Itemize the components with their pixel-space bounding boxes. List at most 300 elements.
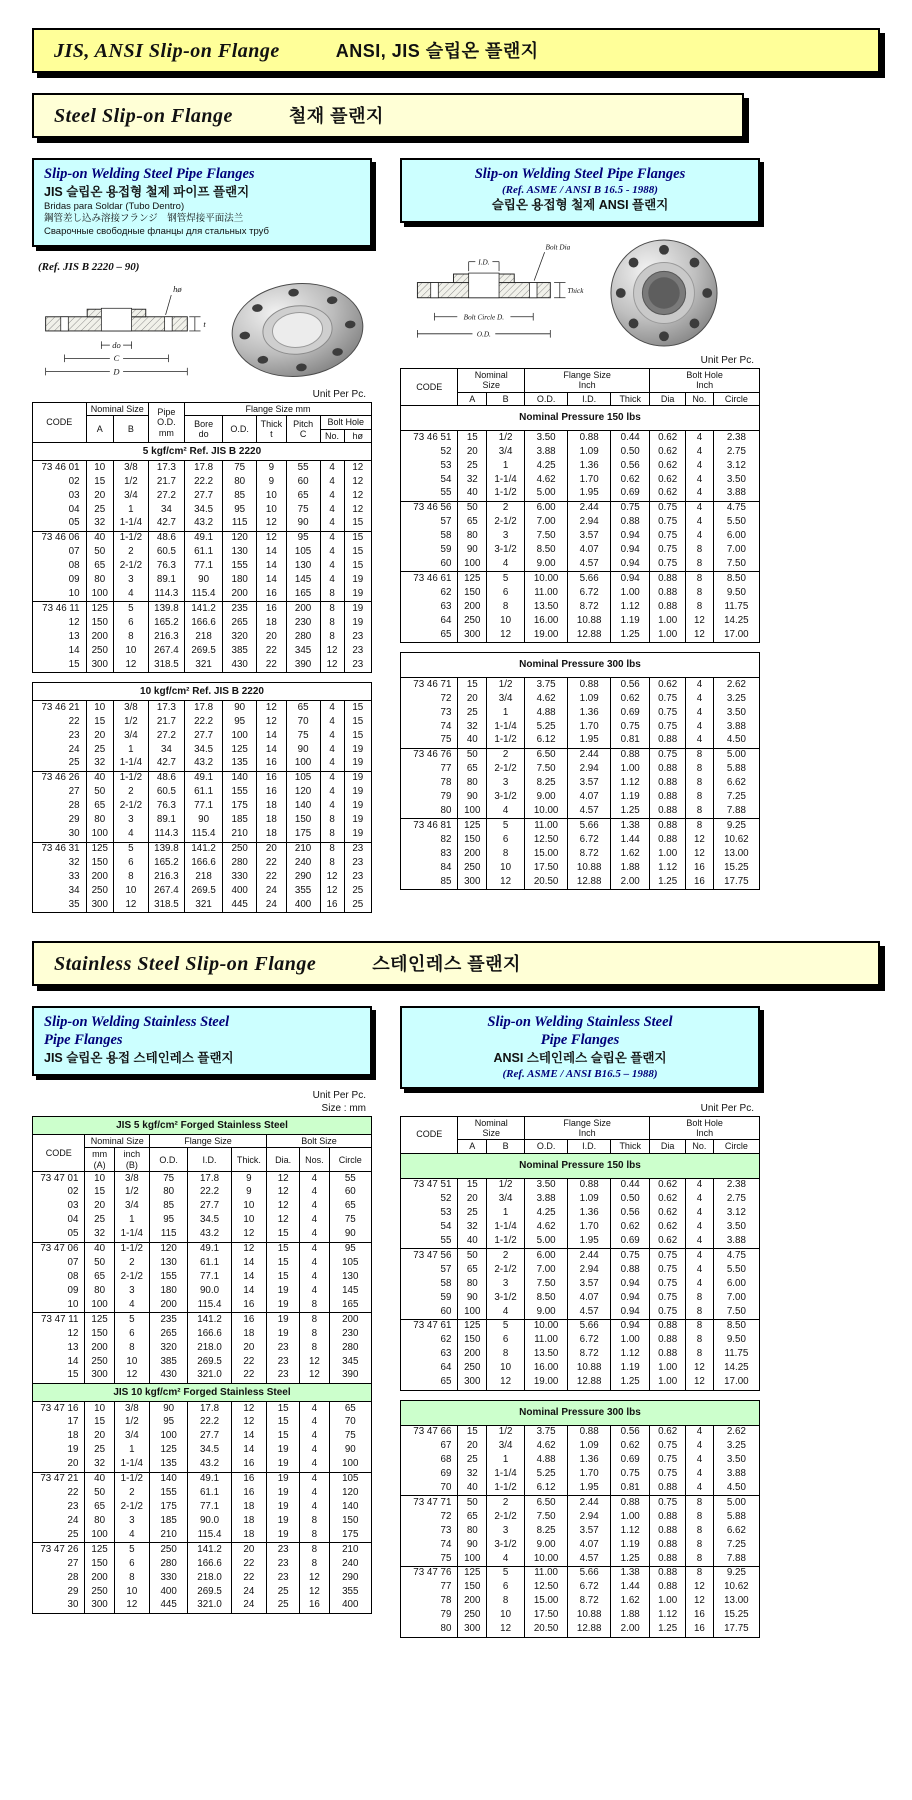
data-cell: 0.62 — [650, 1178, 686, 1192]
table-row — [401, 501, 760, 515]
data-cell: 200 — [85, 1341, 114, 1355]
data-cell: 10 — [114, 1585, 149, 1599]
data-cell: 7.88 — [713, 1552, 759, 1566]
code-cell: 25 — [33, 757, 87, 771]
data-cell: 15 — [267, 1402, 300, 1416]
flange-line1: Flange Size — [563, 1117, 611, 1128]
data-cell: 0.75 — [650, 544, 686, 558]
data-cell: 61.1 — [188, 1487, 231, 1501]
data-cell: 2 — [113, 546, 148, 560]
table-row — [33, 1186, 372, 1200]
code-cell: 75 — [401, 1552, 458, 1566]
data-cell: 12 — [686, 1595, 714, 1609]
data-cell: 15 — [86, 475, 113, 489]
data-cell: 318.5 — [148, 658, 184, 672]
data-cell: 320 — [223, 630, 257, 644]
code-cell: 60 — [401, 1305, 458, 1319]
data-cell: 12.50 — [525, 1581, 568, 1595]
data-cell: 0.62 — [650, 1425, 686, 1439]
data-cell: 4 — [686, 1263, 714, 1277]
table-body — [401, 406, 760, 890]
data-cell: 8 — [300, 1557, 329, 1571]
data-cell: 25 — [86, 503, 113, 517]
data-cell: 76.3 — [148, 800, 184, 814]
col-header-circle: Circle — [713, 1140, 759, 1153]
data-cell: 17.8 — [188, 1402, 231, 1416]
section-label-row — [33, 1383, 372, 1401]
data-cell: 155 — [223, 560, 257, 574]
data-cell: 100 — [85, 1528, 114, 1542]
data-cell: 10 — [85, 1402, 114, 1416]
data-cell: 130 — [286, 560, 320, 574]
data-cell: 0.75 — [611, 1249, 650, 1263]
code-cell: 08 — [33, 560, 87, 574]
data-cell: 75 — [150, 1172, 188, 1186]
data-cell: 65 — [86, 560, 113, 574]
data-cell: 4 — [320, 574, 344, 588]
code-cell: 73 47 26 — [33, 1543, 85, 1557]
data-cell: 115.4 — [188, 1528, 231, 1542]
data-cell: 200 — [86, 870, 113, 884]
dim-label-outer-dia: D — [113, 366, 120, 377]
table-header — [33, 403, 372, 443]
data-cell: 20.50 — [525, 875, 568, 889]
data-cell: 14 — [231, 1271, 266, 1285]
data-cell: 6 — [114, 1327, 149, 1341]
data-cell: 318.5 — [148, 898, 184, 912]
data-cell: 8 — [300, 1298, 329, 1312]
section-label-row — [401, 1153, 760, 1178]
data-cell: 19 — [267, 1284, 300, 1298]
col-header-bolt-no: No. — [320, 429, 344, 442]
data-cell: 1/2 — [487, 678, 525, 692]
data-cell: 12 — [114, 1599, 149, 1613]
data-cell: 125 — [150, 1444, 188, 1458]
data-cell: 8 — [686, 791, 714, 805]
data-cell: 50 — [458, 1249, 487, 1263]
data-cell: 12 — [320, 884, 344, 898]
nominal-line2: Size — [482, 380, 500, 391]
data-cell: 15 — [344, 546, 371, 560]
data-cell: 90 — [184, 814, 222, 828]
data-cell: 2.94 — [568, 763, 611, 777]
data-cell: 2-1/2 — [113, 560, 148, 574]
code-cell: 32 — [33, 856, 87, 870]
data-cell: 12 — [231, 1416, 266, 1430]
code-cell: 09 — [33, 1284, 85, 1298]
data-cell: 11.00 — [525, 819, 568, 833]
data-cell: 0.62 — [650, 678, 686, 692]
col-header-no: No. — [686, 1140, 714, 1153]
data-cell: 61.1 — [188, 1257, 231, 1271]
bolt-line2: Inch — [696, 380, 714, 391]
data-cell: 12 — [257, 531, 287, 545]
table-row — [401, 586, 760, 600]
code-cell: 25 — [33, 1528, 85, 1542]
data-cell: 230 — [286, 616, 320, 630]
data-cell: 180 — [223, 574, 257, 588]
data-cell: 321 — [184, 898, 222, 912]
data-cell: 19 — [344, 757, 371, 771]
table-row — [33, 1355, 372, 1369]
data-cell: 0.75 — [650, 1263, 686, 1277]
code-cell: 77 — [401, 1581, 458, 1595]
data-cell: 390 — [286, 658, 320, 672]
data-cell: 4 — [686, 678, 714, 692]
data-cell: 355 — [329, 1585, 371, 1599]
data-cell: 42.7 — [148, 757, 184, 771]
data-cell: 22 — [231, 1369, 266, 1383]
data-cell: 10.88 — [568, 1362, 611, 1376]
data-cell: 8 — [300, 1543, 329, 1557]
data-cell: 175 — [286, 828, 320, 842]
table-row — [33, 771, 372, 785]
data-cell: 55 — [329, 1172, 371, 1186]
data-cell: 48.6 — [148, 531, 184, 545]
data-cell: 105 — [286, 771, 320, 785]
data-cell: 3-1/2 — [487, 544, 525, 558]
code-cell: 78 — [401, 777, 458, 791]
data-cell: 16 — [686, 875, 714, 889]
section-label: JIS 10 kgf/cm² Forged Stainless Steel — [33, 1383, 372, 1401]
data-cell: 115.4 — [184, 588, 222, 602]
data-cell: 4 — [320, 743, 344, 757]
data-cell: 4 — [686, 530, 714, 544]
data-cell: 11.00 — [525, 1566, 568, 1580]
data-cell: 0.56 — [611, 678, 650, 692]
data-cell: 1/2 — [114, 1186, 149, 1200]
jis-steel-diagrams — [32, 277, 372, 383]
data-cell: 0.88 — [650, 600, 686, 614]
data-cell: 1.25 — [650, 1623, 686, 1637]
table-row — [33, 1284, 372, 1298]
data-cell: 4.62 — [525, 692, 568, 706]
data-cell: 5.50 — [713, 516, 759, 530]
data-cell: 135 — [223, 757, 257, 771]
code-cell: 29 — [33, 814, 87, 828]
table-row — [401, 487, 760, 501]
data-cell: 218 — [184, 630, 222, 644]
data-cell: 90 — [458, 544, 487, 558]
data-cell: 15 — [85, 1186, 114, 1200]
data-cell: 0.88 — [568, 678, 611, 692]
data-cell: 12 — [300, 1571, 329, 1585]
table-row — [33, 1501, 372, 1515]
ansi-ss-title-en2: Pipe Flanges — [540, 1031, 620, 1048]
data-cell: 15 — [267, 1430, 300, 1444]
data-cell: 210 — [329, 1543, 371, 1557]
data-cell: 150 — [85, 1557, 114, 1571]
data-cell: 200 — [223, 588, 257, 602]
data-cell: 105 — [286, 546, 320, 560]
data-cell: 4 — [300, 1472, 329, 1486]
data-cell: 1.09 — [568, 1193, 611, 1207]
dim-label-id: I.D. — [478, 258, 490, 267]
data-cell: 17.75 — [713, 875, 759, 889]
data-cell: 1.09 — [568, 692, 611, 706]
data-cell: 4 — [686, 1440, 714, 1454]
steel-banner-en: Steel Slip-on Flange — [54, 105, 233, 127]
data-cell: 1.70 — [568, 1221, 611, 1235]
data-cell: 8 — [487, 1595, 525, 1609]
data-cell: 2 — [487, 748, 525, 762]
data-cell: 10.00 — [525, 1319, 568, 1333]
table-row — [401, 1496, 760, 1510]
data-cell: 0.44 — [611, 431, 650, 445]
code-cell: 73 46 06 — [33, 531, 87, 545]
data-cell: 400 — [150, 1585, 188, 1599]
data-cell: 3 — [113, 814, 148, 828]
code-cell: 53 — [401, 459, 458, 473]
data-cell: 6 — [487, 1581, 525, 1595]
jis-steel-column — [32, 158, 372, 913]
data-cell: 175 — [223, 800, 257, 814]
data-cell: 11.00 — [525, 586, 568, 600]
data-cell: 8 — [686, 777, 714, 791]
data-cell: 12 — [231, 1242, 266, 1256]
data-cell: 4 — [300, 1487, 329, 1501]
data-cell: 16 — [300, 1599, 329, 1613]
table-row — [401, 1566, 760, 1580]
data-cell: 19 — [267, 1298, 300, 1312]
data-cell: 5.66 — [568, 572, 611, 586]
code-cell: 73 47 61 — [401, 1319, 458, 1333]
data-cell: 0.62 — [650, 1207, 686, 1221]
data-cell: 5.66 — [568, 1319, 611, 1333]
code-cell: 20 — [33, 1458, 85, 1472]
data-cell: 0.69 — [611, 706, 650, 720]
data-cell: 60.5 — [148, 546, 184, 560]
table-row — [401, 1524, 760, 1538]
data-cell: 49.1 — [184, 771, 222, 785]
data-cell: 19 — [344, 743, 371, 757]
data-cell: 16 — [257, 771, 287, 785]
data-cell: 1.19 — [611, 614, 650, 628]
data-cell: 10.88 — [568, 614, 611, 628]
table-row — [401, 614, 760, 628]
data-cell: 120 — [329, 1487, 371, 1501]
table-row — [33, 898, 372, 912]
data-cell: 20 — [257, 630, 287, 644]
col-header-thick: Thick — [611, 392, 650, 405]
col-header-nominal-size: Nominal Size — [86, 403, 148, 416]
code-cell: 55 — [401, 487, 458, 501]
data-cell: 280 — [329, 1341, 371, 1355]
data-cell: 4 — [320, 715, 344, 729]
col-header-b: B — [113, 416, 148, 443]
section-label-row — [33, 683, 372, 701]
data-cell: 12 — [487, 1376, 525, 1390]
code-cell: 73 46 56 — [401, 501, 458, 515]
data-cell: 120 — [150, 1242, 188, 1256]
data-cell: 1/2 — [487, 431, 525, 445]
data-cell: 0.88 — [650, 777, 686, 791]
data-cell: 3/4 — [114, 1430, 149, 1444]
data-cell: 250 — [223, 842, 257, 856]
data-cell: 23 — [344, 658, 371, 672]
data-cell: 2.94 — [568, 516, 611, 530]
data-cell: 166.6 — [184, 856, 222, 870]
data-cell: 17.00 — [713, 1376, 759, 1390]
data-cell: 8 — [686, 1552, 714, 1566]
data-cell: 3.75 — [525, 678, 568, 692]
col-header-bolt-hole — [650, 1116, 760, 1140]
data-cell: 4 — [320, 461, 344, 475]
col-header-pitch — [286, 416, 320, 443]
code-cell: 75 — [401, 734, 458, 748]
data-cell: 280 — [286, 630, 320, 644]
data-cell: 65 — [85, 1271, 114, 1285]
data-cell: 4 — [300, 1172, 329, 1186]
data-cell: 2 — [113, 786, 148, 800]
data-cell: 7.50 — [713, 558, 759, 572]
table-row — [401, 1249, 760, 1263]
code-cell: 69 — [401, 1468, 458, 1482]
data-cell: 10 — [257, 503, 287, 517]
data-cell: 4 — [300, 1186, 329, 1200]
pre-header-label: JIS 5 kgf/cm² Forged Stainless Steel — [33, 1116, 372, 1135]
data-cell: 75 — [286, 729, 320, 743]
data-cell: 8 — [114, 1341, 149, 1355]
size-note: Size : mm — [321, 1102, 366, 1114]
data-cell: 8 — [686, 544, 714, 558]
data-cell: 1.12 — [650, 861, 686, 875]
data-cell: 20 — [458, 445, 487, 459]
code-cell: 57 — [401, 516, 458, 530]
data-cell: 1-1/4 — [487, 473, 525, 487]
flange-line1: Flange Size — [563, 370, 611, 381]
table-row — [33, 475, 372, 489]
data-cell: 155 — [223, 786, 257, 800]
data-cell: 4.88 — [525, 706, 568, 720]
data-cell: 19 — [344, 828, 371, 842]
data-cell: 0.62 — [611, 473, 650, 487]
data-cell: 27.2 — [148, 729, 184, 743]
data-cell: 185 — [223, 814, 257, 828]
data-cell: 0.88 — [568, 1178, 611, 1192]
data-cell: 8 — [686, 805, 714, 819]
data-cell: 0.88 — [611, 1263, 650, 1277]
data-cell: 6 — [487, 833, 525, 847]
table-row — [33, 531, 372, 545]
jis-steel-title-en: Slip-on Welding Steel Pipe Flanges — [44, 166, 255, 182]
data-cell: 65 — [458, 516, 487, 530]
col-header-od: O.D. — [525, 392, 568, 405]
data-cell: 25 — [85, 1214, 114, 1228]
data-cell: 14 — [231, 1430, 266, 1444]
data-cell: 4.50 — [713, 734, 759, 748]
data-cell: 2.44 — [568, 1249, 611, 1263]
data-cell: 2.38 — [713, 431, 759, 445]
data-cell: 8 — [320, 630, 344, 644]
data-cell: 77.1 — [188, 1271, 231, 1285]
data-cell: 8 — [487, 600, 525, 614]
data-cell: 0.56 — [611, 1207, 650, 1221]
data-cell: 19 — [267, 1487, 300, 1501]
data-cell: 385 — [223, 644, 257, 658]
dim-label-bolt-hole: hø — [173, 284, 182, 295]
data-cell: 166.6 — [188, 1327, 231, 1341]
data-cell: 15 — [267, 1271, 300, 1285]
stainless-section-banner — [32, 941, 880, 986]
data-cell: 300 — [458, 628, 487, 642]
data-cell: 8 — [686, 1305, 714, 1319]
mm-line2: (A) — [93, 1159, 106, 1170]
code-cell: 19 — [33, 1444, 85, 1458]
data-cell: 22.2 — [188, 1186, 231, 1200]
flange-photo — [225, 277, 370, 383]
data-cell: 4 — [320, 531, 344, 545]
ansi-stainless-table — [400, 1116, 760, 1638]
data-cell: 20 — [458, 1193, 487, 1207]
data-cell: 1.12 — [611, 1348, 650, 1362]
code-cell: 79 — [401, 791, 458, 805]
data-cell: 16 — [231, 1458, 266, 1472]
data-cell: 12 — [344, 461, 371, 475]
data-cell: 14.25 — [713, 614, 759, 628]
table-row — [401, 1334, 760, 1348]
data-cell: 5 — [114, 1543, 149, 1557]
col-header-nos: Nos. — [300, 1148, 329, 1172]
data-cell: 8 — [320, 842, 344, 856]
data-cell: 34 — [148, 503, 184, 517]
data-cell: 0.75 — [650, 720, 686, 734]
data-cell: 2.44 — [568, 501, 611, 515]
data-cell: 6.12 — [525, 1481, 568, 1495]
data-cell: 100 — [458, 1305, 487, 1319]
data-cell: 130 — [329, 1271, 371, 1285]
table-row — [401, 1291, 760, 1305]
data-cell: 9 — [257, 461, 287, 475]
data-cell: 5.25 — [525, 720, 568, 734]
data-cell: 2-1/2 — [113, 800, 148, 814]
code-cell: 30 — [33, 1599, 85, 1613]
data-cell: 15.00 — [525, 847, 568, 861]
data-cell: 1.12 — [611, 1524, 650, 1538]
data-cell: 280 — [150, 1557, 188, 1571]
data-cell: 114.3 — [148, 588, 184, 602]
data-cell: 150 — [86, 616, 113, 630]
data-cell: 5.66 — [568, 819, 611, 833]
data-cell: 22 — [257, 870, 287, 884]
data-cell: 4 — [300, 1284, 329, 1298]
data-cell: 10 — [231, 1214, 266, 1228]
data-cell: 8 — [686, 819, 714, 833]
data-cell: 150 — [458, 1334, 487, 1348]
col-header-id: I.D. — [188, 1148, 231, 1172]
code-cell: 77 — [401, 763, 458, 777]
code-cell: 72 — [401, 1510, 458, 1524]
section-label: Nominal Pressure 150 lbs — [401, 406, 760, 431]
data-cell: 2 — [114, 1257, 149, 1271]
code-cell: 05 — [33, 517, 87, 531]
data-cell: 20 — [257, 842, 287, 856]
section-label: Nominal Pressure 300 lbs — [401, 1400, 760, 1425]
data-cell: 1.44 — [611, 1581, 650, 1595]
data-cell: 5.50 — [713, 1263, 759, 1277]
data-cell: 1 — [114, 1214, 149, 1228]
data-cell: 1.00 — [611, 1510, 650, 1524]
data-cell: 10 — [487, 861, 525, 875]
data-cell: 230 — [329, 1327, 371, 1341]
data-cell: 8 — [113, 630, 148, 644]
data-cell: 32 — [85, 1228, 114, 1242]
section-label: 5 kgf/cm² Ref. JIS B 2220 — [33, 443, 372, 461]
dim-label-bolt-dia: Bolt Dia — [545, 243, 571, 252]
data-cell: 12.88 — [568, 875, 611, 889]
data-cell: 6.72 — [568, 1334, 611, 1348]
code-cell: 27 — [33, 786, 87, 800]
